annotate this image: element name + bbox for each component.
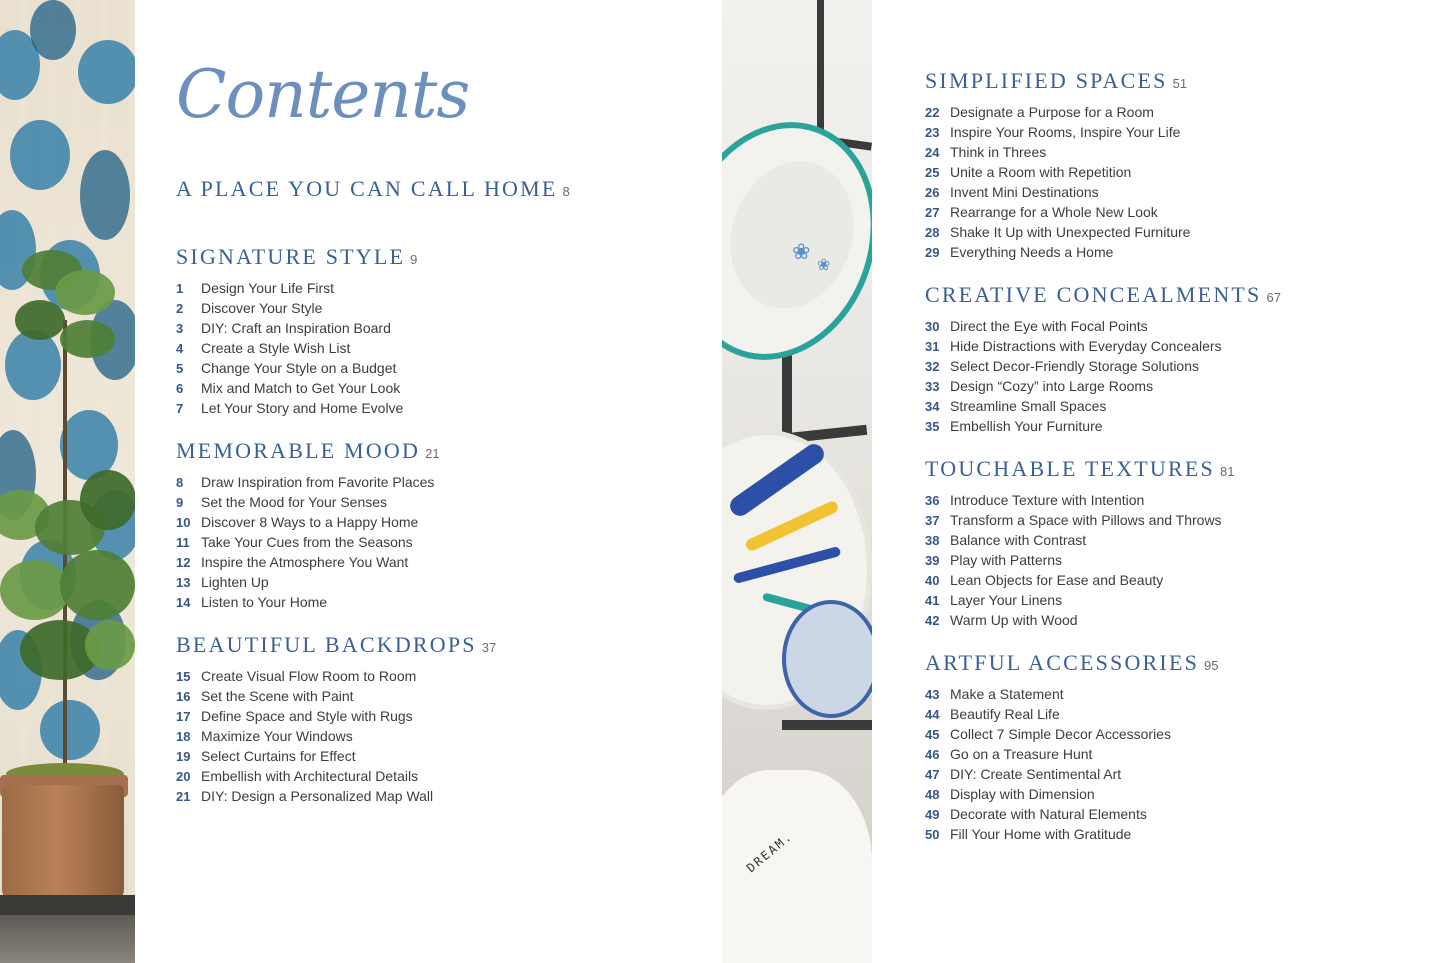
entry-number: 32 <box>925 359 940 374</box>
entry-title: Embellish Your Furniture <box>950 418 1103 434</box>
section-beautiful-backdrops <box>176 633 496 806</box>
toc-entry <box>176 358 417 378</box>
entry-number: 41 <box>925 593 940 608</box>
entry-title: Mix and Match to Get Your Look <box>201 380 401 396</box>
toc-entry <box>925 804 1219 824</box>
entry-number: 25 <box>925 165 940 180</box>
entry-title: Maximize Your Windows <box>201 728 353 744</box>
entry-title: Play with Patterns <box>950 552 1063 568</box>
entry-number: 35 <box>925 419 940 434</box>
toc-entry <box>925 102 1190 122</box>
entry-title: DIY: Design a Personalized Map Wall <box>201 788 434 804</box>
entry-number: 38 <box>925 533 940 548</box>
entry-number: 39 <box>925 553 940 568</box>
terracotta-pot <box>2 785 124 905</box>
mugs-on-rack-photo: ❀ ❀ DREAM. <box>722 0 872 963</box>
toc-entry <box>176 766 496 786</box>
toc-entry <box>925 376 1281 396</box>
section-artful-accessories <box>925 651 1219 844</box>
entry-title: Design “Cozy” into Large Rooms <box>950 378 1154 394</box>
toc-entry <box>176 472 440 492</box>
entry-title: DIY: Create Sentimental Art <box>950 766 1122 782</box>
entry-number: 11 <box>176 535 190 550</box>
entry-number: 8 <box>176 475 184 490</box>
entry-number: 22 <box>925 105 940 120</box>
entry-number: 23 <box>925 125 940 140</box>
toc-entry <box>925 704 1219 724</box>
entry-number: 21 <box>176 789 191 804</box>
entry-number: 18 <box>176 729 191 744</box>
section-heading-label: SIMPLIFIED SPACES <box>925 68 1168 93</box>
toc-entry <box>176 492 440 512</box>
entry-number: 40 <box>925 573 940 588</box>
toc-entry <box>925 202 1190 222</box>
entry-number: 30 <box>925 319 940 334</box>
entry-title: Make a Statement <box>950 686 1064 702</box>
entry-title: Discover Your Style <box>201 300 323 316</box>
entry-number: 37 <box>925 513 940 528</box>
entry-number: 48 <box>925 787 940 802</box>
toc-entry <box>176 592 440 612</box>
entry-number: 26 <box>925 185 940 200</box>
toc-entry <box>176 666 496 686</box>
entry-title: Balance with Contrast <box>950 532 1087 548</box>
entry-title: Take Your Cues from the Seasons <box>201 534 413 550</box>
toc-entry <box>925 396 1281 416</box>
section-page-number: 67 <box>1266 290 1281 305</box>
entry-title: Unite a Room with Repetition <box>950 164 1132 180</box>
entry-title: Discover 8 Ways to a Happy Home <box>201 514 419 530</box>
entry-title: Streamline Small Spaces <box>950 398 1107 414</box>
section-heading <box>925 651 1219 678</box>
entry-title: Design Your Life First <box>201 280 335 296</box>
entry-number: 27 <box>925 205 940 220</box>
toc-entry <box>925 724 1219 744</box>
toc-entry <box>925 316 1281 336</box>
toc-entry <box>925 684 1219 704</box>
entry-number: 4 <box>176 341 184 356</box>
entry-title: Display with Dimension <box>950 786 1095 802</box>
section-page-number: 21 <box>425 446 440 461</box>
toc-entry <box>925 122 1190 142</box>
entry-number: 44 <box>925 707 940 722</box>
section-heading <box>176 439 440 466</box>
toc-entry <box>925 490 1234 510</box>
section-heading-label: SIGNATURE STYLE <box>176 244 406 269</box>
entry-title: Define Space and Style with Rugs <box>201 708 413 724</box>
toc-entry <box>925 590 1234 610</box>
entry-number: 34 <box>925 399 940 414</box>
entry-title: Fill Your Home with Gratitude <box>950 826 1132 842</box>
section-simplified-spaces <box>925 69 1190 262</box>
entry-title: Everything Needs a Home <box>950 244 1114 260</box>
section-page-number: 37 <box>481 640 497 655</box>
toc-entry <box>925 510 1234 530</box>
entry-number: 14 <box>176 595 191 610</box>
entry-number: 24 <box>925 145 940 160</box>
entry-number: 28 <box>925 225 940 240</box>
entry-title: Create Visual Flow Room to Room <box>201 668 417 684</box>
entry-number: 16 <box>176 689 191 704</box>
section-page-number: 81 <box>1219 464 1235 479</box>
entry-title: Inspire Your Rooms, Inspire Your Life <box>950 124 1181 140</box>
toc-entry <box>925 336 1281 356</box>
mug-text: DREAM. <box>743 828 796 876</box>
section-touchable-textures <box>925 457 1234 630</box>
toc-entry <box>925 142 1190 162</box>
entry-title: Invent Mini Destinations <box>950 184 1099 200</box>
toc-entry <box>176 512 440 532</box>
entry-number: 6 <box>176 381 184 396</box>
toc-entry <box>176 786 496 806</box>
entry-title: Change Your Style on a Budget <box>201 360 397 376</box>
entry-title: Create a Style Wish List <box>201 340 351 356</box>
entry-number: 42 <box>925 613 940 628</box>
toc-entry <box>176 278 417 298</box>
entry-number: 9 <box>176 495 184 510</box>
entry-number: 19 <box>176 749 191 764</box>
entry-number: 45 <box>925 727 940 742</box>
toc-entry <box>925 784 1219 804</box>
section-heading <box>176 633 496 660</box>
section-creative-concealments <box>925 283 1281 436</box>
entry-number: 49 <box>925 807 940 822</box>
entry-title: Draw Inspiration from Favorite Places <box>201 474 435 490</box>
toc-entry <box>176 686 496 706</box>
entry-title: Rearrange for a Whole New Look <box>950 204 1158 220</box>
intro-page-number: 8 <box>562 184 570 199</box>
entry-title: Direct the Eye with Focal Points <box>950 318 1148 334</box>
entry-title: Select Curtains for Effect <box>201 748 356 764</box>
section-page-number: 9 <box>410 252 418 267</box>
entry-title: Warm Up with Wood <box>950 612 1078 628</box>
entry-number: 7 <box>176 401 184 416</box>
entry-number: 10 <box>176 515 191 530</box>
section-heading-label: TOUCHABLE TEXTURES <box>925 456 1215 481</box>
section-heading-label: ARTFUL ACCESSORIES <box>925 650 1200 675</box>
entry-number: 29 <box>925 245 940 260</box>
entry-title: Collect 7 Simple Decor Accessories <box>950 726 1171 742</box>
section-heading-label: CREATIVE CONCEALMENTS <box>925 282 1262 307</box>
toc-entry <box>176 552 440 572</box>
toc-entry <box>176 706 496 726</box>
toc-entry <box>176 298 417 318</box>
entry-title: Inspire the Atmosphere You Want <box>201 554 409 570</box>
entry-number: 33 <box>925 379 940 394</box>
intro-heading <box>176 176 570 202</box>
side-table <box>0 895 135 915</box>
rack-bar <box>817 0 824 140</box>
entry-title: Select Decor-Friendly Storage Solutions <box>950 358 1200 374</box>
curtain-and-topiary-photo <box>0 0 135 963</box>
entry-number: 31 <box>925 339 940 354</box>
toc-entry <box>925 222 1190 242</box>
section-heading <box>925 283 1281 310</box>
entry-number: 20 <box>176 769 191 784</box>
entry-number: 47 <box>925 767 940 782</box>
toc-entry <box>176 572 440 592</box>
blue-white-bowl <box>782 600 872 718</box>
page-title: Contents <box>176 56 470 133</box>
entry-number: 43 <box>925 687 940 702</box>
toc-entry <box>176 398 417 418</box>
entry-title: Shake It Up with Unexpected Furniture <box>950 224 1191 240</box>
entry-title: Introduce Texture with Intention <box>950 492 1145 508</box>
entry-title: Lean Objects for Ease and Beauty <box>950 572 1164 588</box>
entry-number: 46 <box>925 747 940 762</box>
entry-number: 36 <box>925 493 940 508</box>
entry-title: DIY: Craft an Inspiration Board <box>201 320 391 336</box>
white-mug <box>722 770 872 963</box>
section-heading <box>925 457 1234 484</box>
toc-entry <box>176 318 417 338</box>
entry-number: 5 <box>176 361 184 376</box>
section-heading-label: BEAUTIFUL BACKDROPS <box>176 632 477 657</box>
toc-entry <box>925 182 1190 202</box>
entry-number: 50 <box>925 827 940 842</box>
entry-title: Embellish with Architectural Details <box>201 768 419 784</box>
toc-entry <box>925 764 1219 784</box>
entry-title: Designate a Purpose for a Room <box>950 104 1154 120</box>
entry-title: Transform a Space with Pillows and Throws <box>950 512 1222 528</box>
entry-title: Decorate with Natural Elements <box>950 806 1147 822</box>
toc-entry <box>176 532 440 552</box>
entry-title: Lighten Up <box>201 574 269 590</box>
toc-entry <box>925 242 1190 262</box>
toc-entry <box>925 356 1281 376</box>
entry-title: Set the Mood for Your Senses <box>201 494 388 510</box>
section-heading <box>925 69 1190 96</box>
entry-title: Beautify Real Life <box>950 706 1060 722</box>
section-signature-style <box>176 245 417 418</box>
toc-entry <box>176 746 496 766</box>
entry-number: 1 <box>176 281 184 296</box>
entry-number: 15 <box>176 669 191 684</box>
toc-entry <box>176 726 496 746</box>
entry-number: 13 <box>176 575 191 590</box>
entry-number: 17 <box>176 709 191 724</box>
toc-entry <box>925 416 1281 436</box>
entry-title: Think in Threes <box>950 144 1047 160</box>
toc-entry <box>925 610 1234 630</box>
section-memorable-mood <box>176 439 440 612</box>
toc-entry <box>925 550 1234 570</box>
toc-entry <box>176 378 417 398</box>
toc-entry <box>925 744 1219 764</box>
toc-entry <box>176 338 417 358</box>
section-heading-label: MEMORABLE MOOD <box>176 438 421 463</box>
toc-entry <box>925 570 1234 590</box>
entry-number: 12 <box>176 555 191 570</box>
section-page-number: 95 <box>1204 658 1219 673</box>
entry-title: Let Your Story and Home Evolve <box>201 400 404 416</box>
entry-number: 3 <box>176 321 184 336</box>
entry-title: Layer Your Linens <box>950 592 1063 608</box>
entry-number: 2 <box>176 301 184 316</box>
toc-entry <box>925 162 1190 182</box>
section-page-number: 51 <box>1172 76 1188 91</box>
toc-entry <box>925 824 1219 844</box>
section-heading <box>176 245 417 272</box>
entry-title: Hide Distractions with Everyday Concealers <box>950 338 1222 354</box>
toc-entry <box>925 530 1234 550</box>
entry-title: Set the Scene with Paint <box>201 688 354 704</box>
intro-heading-label: A PLACE YOU CAN CALL HOME <box>176 176 558 201</box>
entry-title: Listen to Your Home <box>201 594 328 610</box>
entry-title: Go on a Treasure Hunt <box>950 746 1093 762</box>
